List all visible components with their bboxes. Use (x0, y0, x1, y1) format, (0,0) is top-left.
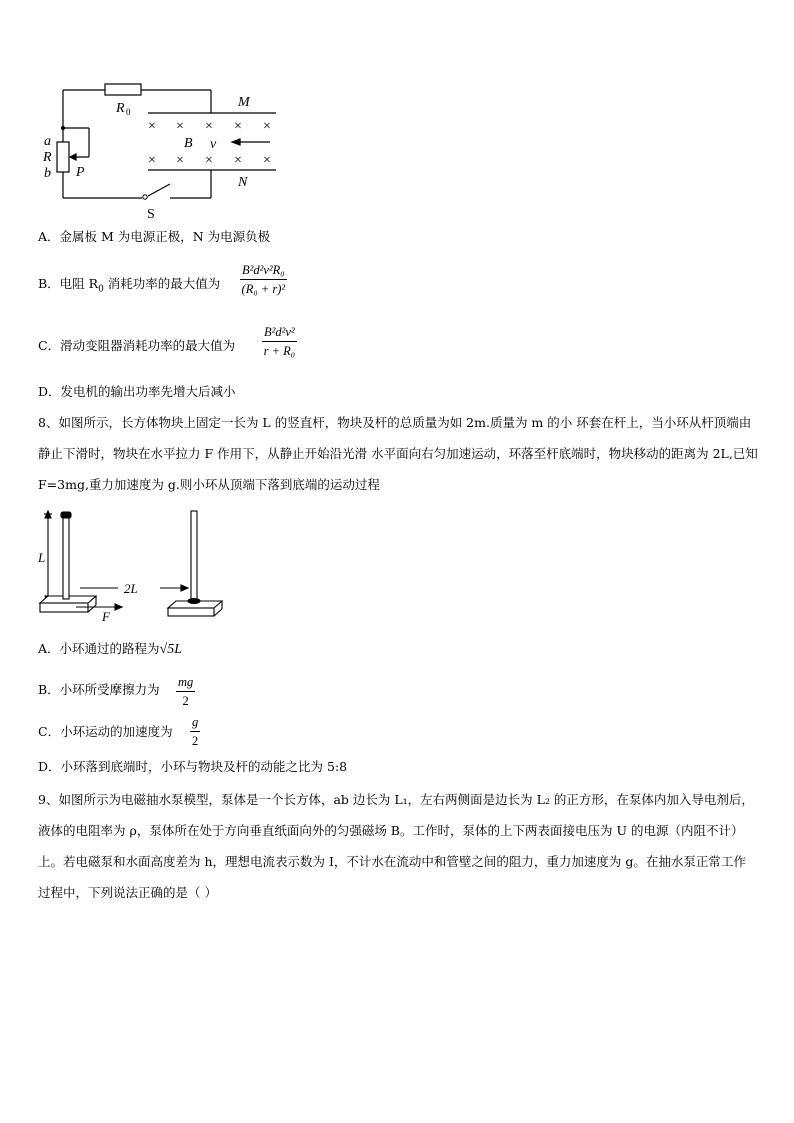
q7-option-d: D．发电机的输出功率先增大后减小 (38, 384, 236, 399)
svg-text:×: × (205, 119, 213, 134)
label-n: N (238, 175, 248, 190)
rheostat-r (57, 142, 69, 172)
svg-text:×: × (148, 153, 156, 168)
svg-text:×: × (234, 153, 242, 168)
q9-stem: 9、如图所示为电磁抽水泵模型，泵体是一个长方体，ab 边长为 L₁，左右两侧面是边长为 L₂ 的正方形，在泵体内加入导电剂后，液体的电阻率为 ρ，泵体所在处于方向垂直纸面向外的匀强磁场 B。工作时，泵体的上下两表面接电压为 U 的电源（内阻不计）上。若电磁泵和水面高度差为 h，理想电流表示数为 I，不计水在流动中和管壁之间的阻力，重力加速度为 g。在抽水泵正常工作过程中，下列说法正确的是（ ） (38, 792, 754, 900)
svg-text:0: 0 (126, 107, 131, 117)
svg-text:×: × (234, 119, 242, 134)
label-v: v (210, 137, 217, 152)
label-r0: R (116, 101, 125, 116)
label-2l: 2L (124, 581, 138, 596)
q8-b-fraction: $\frac{mg}{2}$ (178, 675, 194, 708)
label-b-field: B (184, 136, 193, 151)
q7-option-a: A．金属板 M 为电源正极，N 为电源负极 (38, 229, 271, 244)
q7-b-fraction: $\frac{\text{B²d²v²R₀}}{\text{(R₀ + r)²}}$ (241, 263, 286, 296)
label-s: S (147, 207, 155, 222)
label-l: L (38, 550, 46, 565)
q8-stem: 8、如图所示，长方体物块上固定一长为 L 的竖直杆，物块及杆的总质量为如 2m.质量为 m 的小 环套在杆上，当小环从杆顶端由静止下滑时，物块在水平拉力 F 作用下，从静止开始沿光滑 水平面向右匀加速运动，环落至杆底端时，物块移动的距离为 2L,已知 F=3mg,重力加速度为 g.则小环从顶端下落到底端的运动过程 (38, 415, 758, 492)
q7-c-fraction: $\frac{\text{B²d²v²}}{\text{r + R₀}}$ (263, 325, 296, 358)
q8-option-a: A．小环通过的路程为√5L (38, 641, 183, 657)
circuit-figure (30, 80, 290, 225)
q8-c-fraction: $\frac{g}{2}$ (192, 715, 199, 748)
label-m: M (238, 95, 250, 110)
q7-option-c: C．滑动变阻器消耗功率的最大值为 (38, 338, 236, 353)
resistor-r0 (105, 84, 141, 95)
svg-text:×: × (263, 119, 271, 134)
svg-text:×: × (176, 153, 184, 168)
q7-option-b: B．电阻 $R_0$ 消耗功率的最大值为 (38, 276, 221, 295)
switch-s (148, 184, 170, 196)
svg-text:×: × (148, 119, 156, 134)
q8-option-d: D．小环落到底端时，小环与物块及杆的动能之比为 5:8 (38, 759, 348, 774)
label-a: a (44, 134, 51, 149)
label-p: P (76, 165, 85, 180)
label-r: R (43, 150, 52, 165)
svg-text:×: × (176, 119, 184, 134)
label-b: b (44, 166, 51, 181)
svg-text:×: × (205, 153, 213, 168)
svg-text:×: × (263, 153, 271, 168)
rod-block-figure (36, 508, 226, 623)
q8-option-b: B．小环所受摩擦力为 (38, 682, 160, 697)
q8-option-c: C．小环运动的加速度为 (38, 724, 173, 739)
label-f: F (102, 609, 110, 623)
